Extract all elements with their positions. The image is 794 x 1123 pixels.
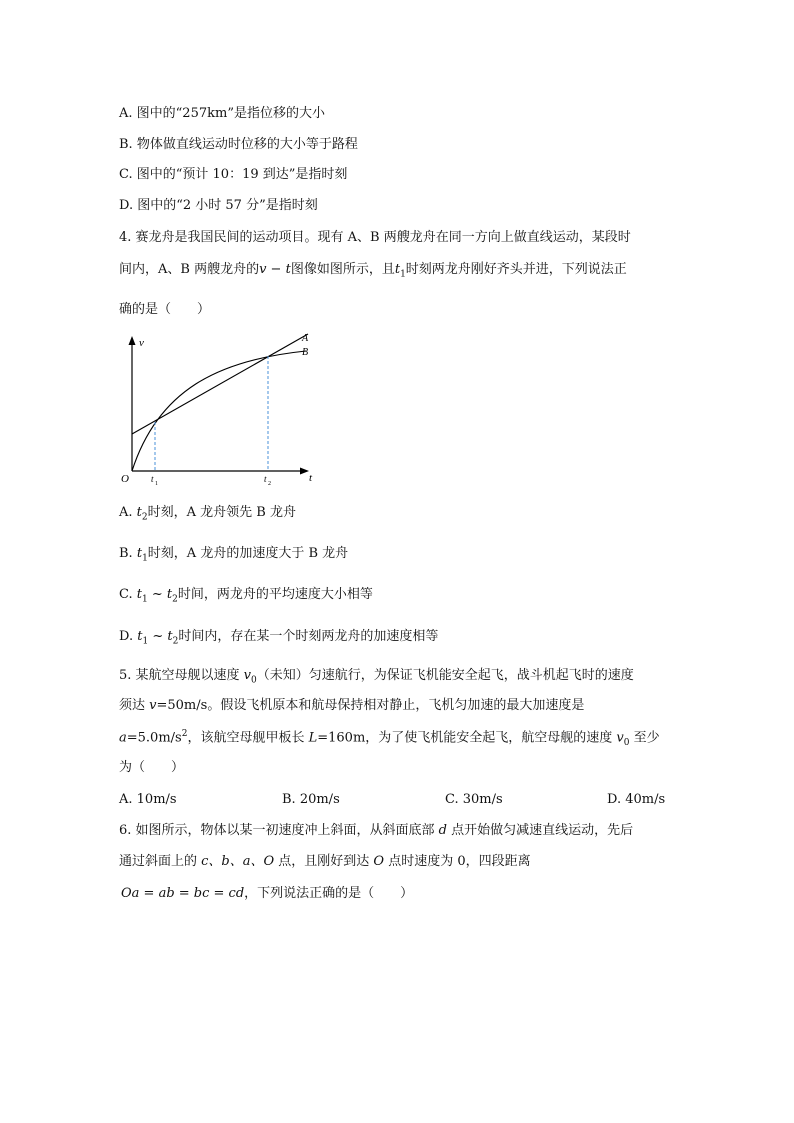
- q5-text: 5. 某航空母舰以速度: [119, 668, 244, 683]
- t-axis-label: t: [309, 472, 313, 484]
- tilde: ~: [147, 587, 167, 602]
- q4-stem-text: 时刻两龙舟刚好齐头并进，下列说法正: [405, 262, 627, 277]
- vt-graph-figure: [118, 330, 328, 490]
- q4-stem-text: 图像如图所示，且: [290, 262, 395, 277]
- t-subscript: 2: [172, 594, 178, 605]
- l-symbol: L: [308, 730, 318, 746]
- q4-vt-symbol: v − t: [259, 262, 291, 277]
- q4-option-a: [119, 506, 296, 523]
- t-symbol: t: [136, 505, 142, 520]
- v-symbol: v: [616, 730, 624, 746]
- q4-option-b: [119, 547, 348, 564]
- t-subscript: 1: [141, 594, 148, 605]
- q5-stem-line1: [119, 669, 634, 686]
- o-symbol: O: [373, 854, 385, 869]
- q5-stem-line2: [119, 699, 584, 712]
- q6-stem-line2: [119, 855, 531, 868]
- q3-option-c: C. 图中的“预计 10：19 到达”是指时刻: [119, 167, 348, 182]
- q6-stem-line1: [119, 824, 633, 837]
- t-axis-arrow: [300, 468, 309, 475]
- t-symbol: t: [166, 587, 173, 602]
- q5-option-b: B. 20m/s: [282, 792, 340, 807]
- q5-text: =160m，为了使飞机能安全起飞，航空母舰的速度: [317, 730, 617, 746]
- curve-b-label: B: [302, 347, 309, 358]
- q5-text: =5.0m/s: [126, 730, 182, 746]
- q5-text: （未知）匀速航行，为保证飞机能安全起飞，战斗机起飞时的速度: [256, 668, 634, 683]
- t-symbol: t: [136, 587, 142, 602]
- q5-option-c: C. 30m/s: [445, 792, 503, 807]
- q4-option-c: [119, 588, 373, 605]
- q4-stem-text: 间内，A、B 两艘龙舟的: [119, 262, 260, 277]
- option-letter: A.: [119, 505, 137, 520]
- t-symbol: t: [136, 546, 143, 561]
- t1-tick-subscript: 1: [155, 481, 158, 487]
- q4-option-d: [119, 630, 438, 647]
- t1-tick-label: t: [151, 474, 154, 484]
- q3-option-d: D. 图中的“2 小时 57 分”是指时刻: [119, 198, 318, 213]
- v-symbol: v: [149, 698, 157, 713]
- t2-tick-subscript: 2: [268, 481, 271, 487]
- q5-text: 须达: [119, 698, 150, 713]
- option-letter: C.: [119, 587, 137, 602]
- line-a-label: A: [302, 333, 309, 344]
- q5-stem-line4: 为（ ）: [119, 760, 185, 775]
- option-letter: B.: [119, 546, 137, 561]
- t-subscript: 2: [172, 636, 179, 647]
- v-axis-arrow: [129, 336, 136, 345]
- q6-text: 点，且刚好到达: [274, 854, 374, 869]
- q5-text: 至少: [629, 730, 660, 746]
- a-symbol: a: [119, 730, 127, 746]
- q6-text: 点时速度为 0，四段距离: [384, 854, 531, 869]
- d-symbol: d: [438, 823, 447, 838]
- q6-text: 6. 如图所示，物体以某一初速度冲上斜面，从斜面底部: [119, 823, 439, 838]
- tilde: ~: [148, 629, 168, 644]
- v-axis-label: v: [139, 337, 144, 349]
- v-subscript: 0: [251, 675, 257, 686]
- option-letter: D.: [119, 629, 138, 644]
- distance-equation: Oa = ab = bc = cd: [121, 886, 245, 901]
- t2-tick-label: t: [264, 474, 267, 484]
- curve-b: [132, 351, 306, 471]
- q5-text: =50m/s。假设飞机原本和航母保持相对静止，飞机匀加速的最大加速度是: [156, 698, 585, 713]
- q4-t-symbol: t: [394, 262, 401, 277]
- v-symbol: v: [243, 668, 252, 683]
- q5-option-d: D. 40m/s: [607, 792, 666, 807]
- q4-stem-line2: [119, 263, 627, 280]
- q4-t-subscript: 1: [400, 269, 406, 280]
- q5-text: ，该航空母舰甲板长: [187, 730, 309, 746]
- q6-text: ，下列说法正确的是（ ）: [244, 886, 414, 901]
- q5-stem-line3: [119, 730, 660, 748]
- t-symbol: t: [137, 629, 143, 644]
- q3-option-b: B. 物体做直线运动时位移的大小等于路程: [119, 137, 358, 152]
- superscript: 2: [181, 729, 188, 739]
- q6-text: 点开始做匀减速直线运动，先后: [447, 823, 634, 838]
- q4-stem-line3: 确的是（ ）: [119, 302, 211, 317]
- q6-stem-line3: [121, 887, 413, 900]
- t-subscript: 1: [142, 553, 148, 564]
- q5-option-a: A. 10m/s: [119, 792, 177, 807]
- option-text: 时刻，A 龙舟的加速度大于 B 龙舟: [147, 546, 349, 561]
- t-subscript: 2: [141, 512, 148, 523]
- q4-stem-line1: 4. 赛龙舟是我国民间的运动项目。现有 A、B 两艘龙舟在同一方向上做直线运动，某段时: [119, 230, 631, 245]
- origin-label: O: [121, 473, 129, 485]
- option-text: 时间，两龙舟的平均速度大小相等: [177, 587, 373, 602]
- option-text: 时刻，A 龙舟领先 B 龙舟: [147, 505, 296, 520]
- v-subscript: 0: [623, 737, 630, 748]
- q6-text: 通过斜面上的: [119, 854, 202, 869]
- q3-option-a: A. 图中的“257km”是指位移的大小: [119, 106, 325, 121]
- t-subscript: 1: [142, 636, 149, 647]
- t-symbol: t: [167, 629, 173, 644]
- points-symbols: c、b、a、O: [201, 854, 275, 869]
- option-text: 时间内，存在某一个时刻两龙舟的加速度相等: [178, 629, 439, 644]
